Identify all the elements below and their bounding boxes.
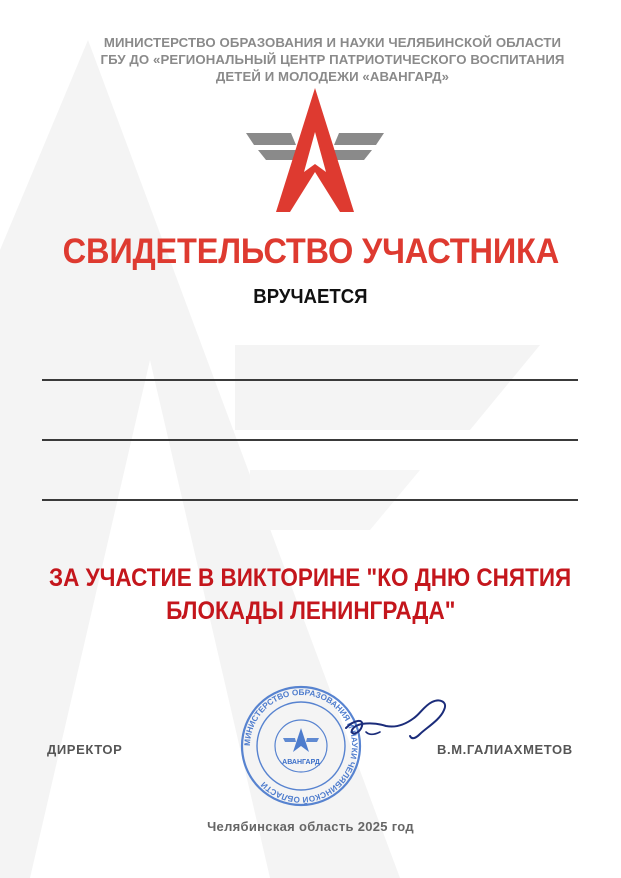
svg-text:МИНИСТЕРСТВО ОБРАЗОВАНИЯ И НАУ: МИНИСТЕРСТВО ОБРАЗОВАНИЯ И НАУКИ ЧЕЛЯБИНСКОЙ ОБЛАСТИ (242, 687, 360, 805)
director-signature (340, 692, 460, 748)
header-center-cont: ДЕТЕЙ И МОЛОДЕЖИ «АВАНГАРД» (215, 69, 450, 84)
recipient-name-line[interactable] (42, 439, 578, 441)
svg-text:АВАНГАРД: АВАНГАРД (282, 759, 320, 766)
award-reason-line: БЛОКАДЫ ЛЕНИНГРАДА" (165, 597, 456, 625)
director-name: В.М.ГАЛИАХМЕТОВ (437, 742, 573, 757)
footer-location-year: Челябинская область 2025 год (207, 819, 414, 834)
avangard-logo-icon (246, 88, 384, 216)
director-label: ДИРЕКТОР (47, 742, 123, 757)
header-ministry: МИНИСТЕРСТВО ОБРАЗОВАНИЯ И НАУКИ ЧЕЛЯБИНСКОЙ ОБЛАСТИ (103, 35, 562, 50)
award-reason (0, 562, 621, 628)
header-center: ГБУ ДО «РЕГИОНАЛЬНЫЙ ЦЕНТР ПАТРИОТИЧЕСКОГО ВОСПИТАНИЯ (100, 52, 565, 67)
recipient-name-line[interactable] (42, 499, 578, 501)
award-reason-line: ЗА УЧАСТИЕ В ВИКТОРИНЕ "КО ДНЮ СНЯТИЯ (49, 564, 572, 592)
organization-header (60, 34, 605, 85)
presented-to-label: ВРУЧАЕТСЯ (253, 286, 368, 308)
recipient-name-line[interactable] (42, 379, 578, 381)
certificate-title: СВИДЕТЕЛЬСТВО УЧАСТНИКА (62, 232, 559, 271)
